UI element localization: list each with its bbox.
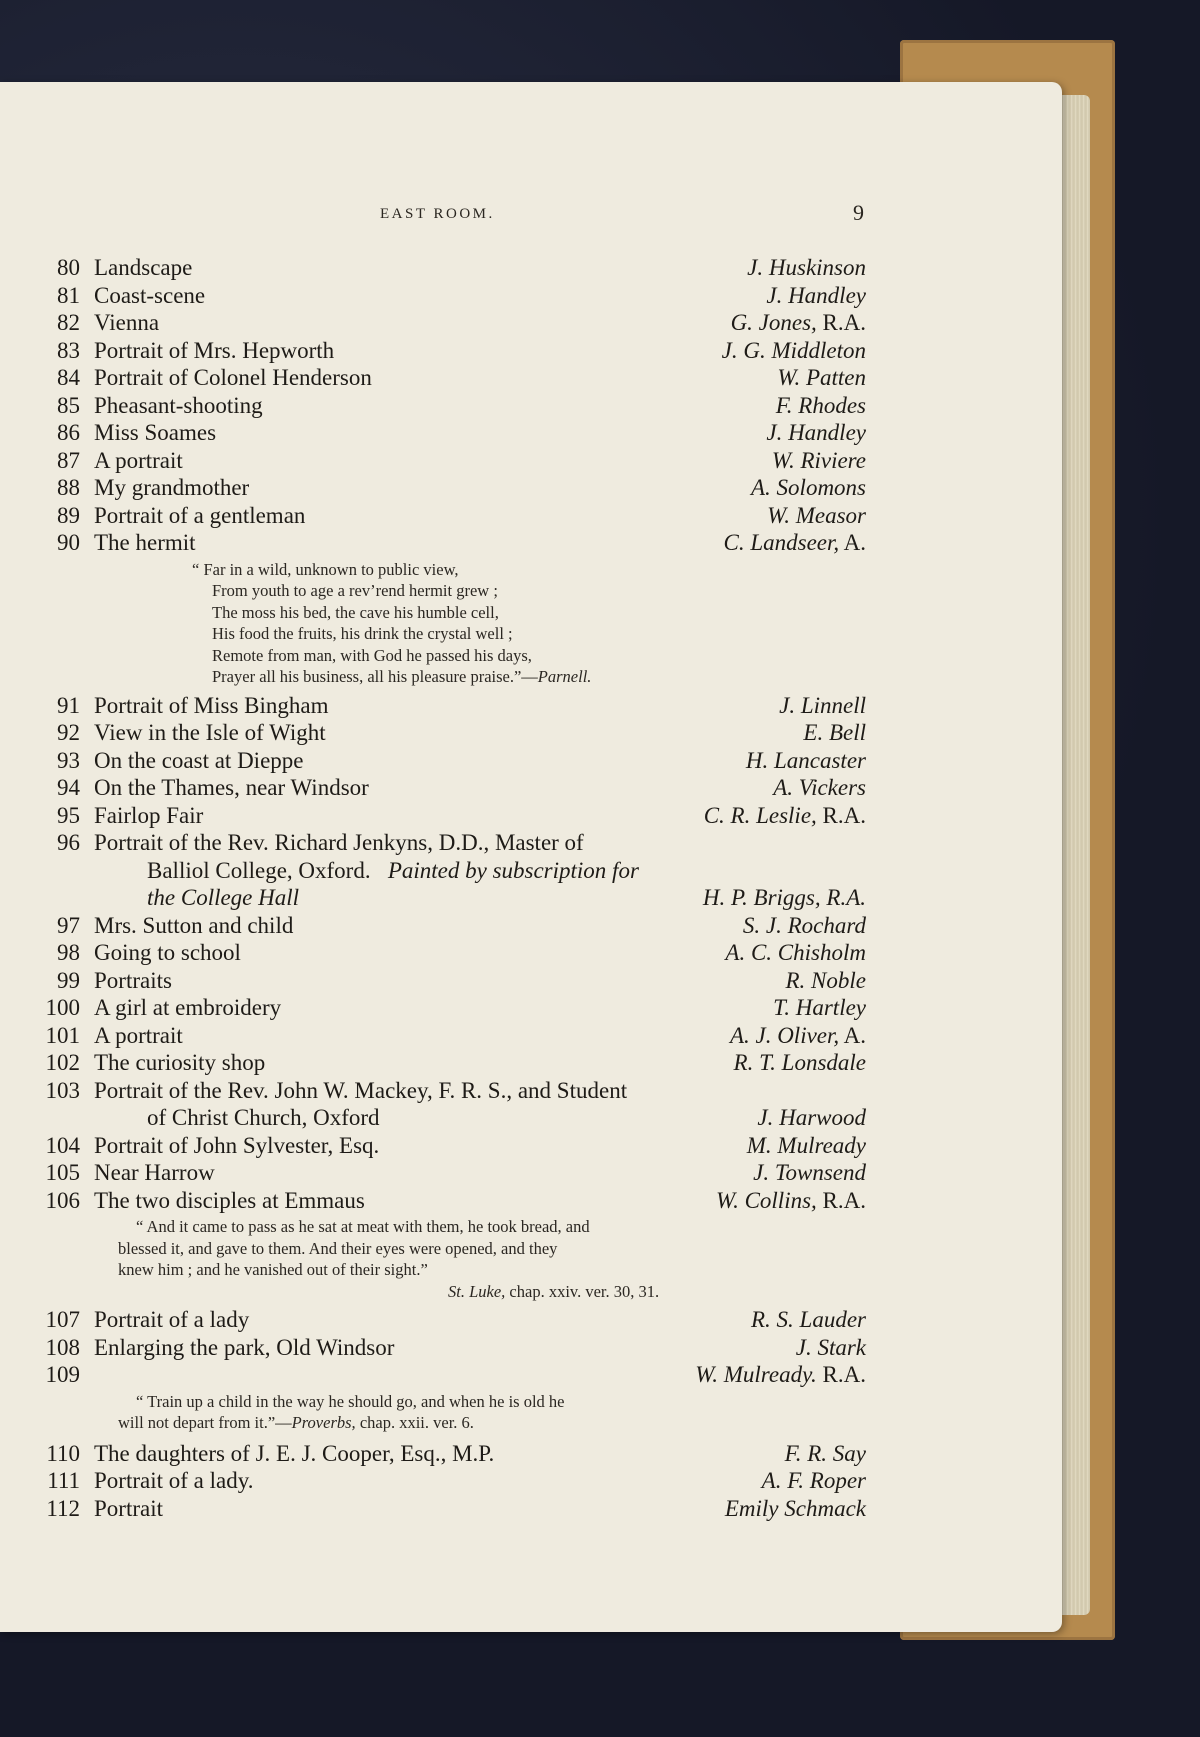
artist-suffix: R.A. [816, 1362, 866, 1387]
entry-title: A portrait [94, 1022, 183, 1048]
catalogue-entry [40, 1159, 870, 1187]
entry-number: 96 [57, 830, 80, 855]
entry-artist [767, 502, 866, 530]
catalogue-entry [40, 364, 870, 392]
artist-name: W. Collins, [716, 1187, 817, 1213]
artist-name: J. Townsend [753, 1160, 866, 1185]
entry-title: The daughters of J. E. J. Cooper, Esq., M.P. [94, 1440, 495, 1466]
entry-artist [762, 1467, 866, 1495]
catalogue-entry [40, 719, 870, 747]
quote-citation-rest: chap. xxii. ver. 6. [355, 1413, 474, 1432]
entry-number: 94 [57, 775, 80, 800]
entry-artist [803, 719, 866, 747]
entry-text-italic: Painted by subscription for [387, 857, 639, 883]
entry-artist [743, 912, 866, 940]
quote-line: Remote from man, with God he passed his days, [212, 645, 532, 665]
quote-line: “ And it came to pass as he sat at meat with them, he took bread, and [136, 1217, 590, 1236]
entry-title: Portrait of Mrs. Hepworth [94, 337, 335, 363]
entry-artist [773, 994, 866, 1022]
quote-line: The moss his bed, the cave his humble cell, [212, 602, 499, 622]
entry-number: 89 [57, 502, 80, 528]
entry-title: Portrait of a gentleman [94, 502, 306, 528]
artist-name: T. Hartley [773, 995, 866, 1020]
artist-suffix: R.A. [816, 310, 866, 335]
entry-number: 90 [57, 530, 80, 555]
entry-group [40, 912, 870, 1077]
entry-title: Pheasant-shooting [94, 392, 263, 418]
entry-artist [785, 1440, 866, 1468]
artist-name: G. Jones, [730, 310, 817, 335]
artist-name: J. Handley [766, 282, 866, 308]
entry-number: 93 [57, 747, 80, 773]
entry-artist [772, 447, 866, 475]
entry-number: 107 [45, 1307, 80, 1332]
entry-artist [703, 884, 866, 912]
catalogue-entry [40, 282, 870, 310]
entry-number: 86 [57, 420, 80, 445]
entry-artist [753, 1159, 866, 1187]
entry-title: Portrait [94, 1495, 163, 1521]
artist-name: A. F. Roper [761, 1468, 866, 1493]
entry-title: Portraits [94, 967, 172, 993]
catalogue-entry [40, 1467, 870, 1495]
artist-name: W. Riviere [771, 447, 866, 473]
artist-name: H. P. Briggs, [702, 885, 821, 910]
catalogue-entry [40, 774, 870, 802]
entry-number: 81 [57, 282, 80, 308]
artist-name: E. Bell [803, 720, 866, 745]
entry-number: 83 [57, 337, 80, 363]
entry-title: The curiosity shop [94, 1050, 266, 1075]
artist-suffix: A. [839, 1022, 866, 1048]
catalogue-entry [40, 392, 870, 420]
entry-artist [766, 419, 866, 447]
entry-artist [725, 939, 866, 967]
entry-title: Vienna [94, 310, 160, 335]
entry-title: View in the Isle of Wight [94, 720, 326, 745]
artist-name: J. Linnell [779, 692, 866, 718]
entry-number: 106 [45, 1187, 80, 1213]
artist-name: C. Landseer, [723, 530, 840, 555]
entry-number: 82 [57, 310, 80, 335]
entry-number: 111 [47, 1468, 80, 1493]
entry-number: 108 [45, 1334, 80, 1360]
entry-text [147, 857, 639, 885]
entry-title: A girl at embroidery [94, 995, 282, 1020]
entry-title: On the Thames, near Windsor [94, 775, 369, 800]
entry-number: 99 [57, 967, 80, 993]
entry-title: Miss Soames [94, 420, 217, 445]
entry-title: Portrait of John Sylvester, Esq. [94, 1132, 380, 1158]
catalogue-entry [40, 802, 870, 830]
catalogue-entry [40, 529, 870, 557]
entry-number: 101 [45, 1022, 80, 1048]
entry-artist [731, 309, 866, 337]
entry-title: A portrait [94, 447, 183, 473]
entry-title: Going to school [94, 940, 241, 965]
artist-name: R. S. Lauder [751, 1307, 866, 1332]
entry-number: 112 [46, 1495, 80, 1521]
entry-artist [766, 282, 866, 310]
entry-number: 100 [45, 995, 80, 1020]
artist-name: A. Solomons [751, 475, 866, 500]
quote-text: will not depart from it.”— [118, 1413, 292, 1432]
catalogue-entry [40, 474, 870, 502]
entry-number: 102 [45, 1050, 80, 1075]
quote-line: “ Train up a child in the way he should go, and when he is old he [136, 1391, 565, 1411]
catalogue-entry [40, 254, 870, 282]
entry-artist [776, 392, 866, 420]
entry-artist [751, 1306, 866, 1334]
entry-group [40, 254, 870, 557]
quote-citation: St. Luke, [448, 1281, 506, 1301]
entry-artist [746, 747, 866, 775]
quote-parnell [40, 559, 870, 688]
entry-continuation [40, 1104, 870, 1132]
artist-name: S. J. Rochard [742, 912, 866, 938]
catalogue-list [40, 254, 870, 1522]
entry-artist [786, 967, 867, 995]
entry-number: 105 [45, 1160, 80, 1185]
catalogue-entry [40, 912, 870, 940]
page-number: 9 [853, 200, 864, 225]
artist-name: J. Handley [766, 420, 866, 445]
entry-text: of Christ Church, Oxford [147, 1105, 380, 1130]
entry-title: My grandmother [94, 475, 250, 500]
entry-group [40, 1132, 870, 1215]
entry-number: 91 [57, 692, 80, 718]
entry-artist [734, 1049, 866, 1077]
entry-artist [747, 1132, 866, 1160]
catalogue-entry-96 [40, 829, 870, 857]
entry-artist [724, 529, 867, 557]
artist-name: W. Mulready. [695, 1362, 817, 1387]
catalogue-entry [40, 1022, 870, 1050]
quote-text: Prayer all his business, all his pleasure praise.”— [212, 667, 538, 686]
entry-artist [722, 337, 866, 365]
entry-number: 109 [45, 1362, 80, 1387]
artist-name: J. Huskinson [747, 255, 866, 280]
entry-number: 88 [57, 475, 80, 500]
quote-citation-rest: chap. xxiv. ver. 30, 31. [505, 1281, 660, 1301]
catalogue-entry [40, 419, 870, 447]
entry-title: Portrait of the Rev. Richard Jenkyns, D.D., Master of [94, 830, 584, 855]
quote-line: “ Far in a wild, unknown to public view, [192, 559, 459, 579]
catalogue-entry [40, 1049, 870, 1077]
entry-number: 98 [57, 940, 80, 965]
entry-artist [773, 774, 866, 802]
entry-number: 103 [45, 1077, 80, 1103]
artist-name: J. G. Middleton [721, 337, 866, 363]
entry-title: Near Harrow [94, 1160, 215, 1185]
entry-artist [725, 1495, 866, 1523]
artist-name: J. Stark [795, 1334, 866, 1360]
entry-title: The two disciples at Emmaus [94, 1187, 365, 1213]
quote-citation: Proverbs, [291, 1413, 356, 1432]
entry-title: Fairlop Fair [94, 802, 204, 828]
artist-name: R. Noble [785, 967, 866, 993]
entry-title: Portrait of Colonel Henderson [94, 365, 372, 390]
entry-text-italic [147, 884, 299, 912]
entry-title: Portrait of a lady. [94, 1468, 254, 1493]
quote-line-last [212, 666, 890, 688]
quote-line: knew him ; and he vanished out of their sight.” [118, 1260, 428, 1279]
catalogue-entry [40, 1306, 870, 1334]
catalogue-entry [40, 309, 870, 337]
quote-line: blessed it, and gave to them. And their eyes were opened, and they [118, 1238, 558, 1258]
catalogue-entry-103 [40, 1077, 870, 1105]
artist-name: A. C. Chisholm [725, 940, 866, 965]
entry-title: Enlarging the park, Old Windsor [94, 1334, 395, 1360]
entry-artist [777, 364, 866, 392]
artist-name: R. T. Lonsdale [733, 1050, 866, 1075]
quote-citation-line [448, 1281, 1200, 1303]
entry-number: 104 [45, 1132, 80, 1158]
entry-title: Landscape [94, 255, 193, 280]
entry-group [40, 1306, 870, 1389]
entry-number: 97 [57, 912, 80, 938]
catalogue-entry [40, 994, 870, 1022]
entry-group [40, 1440, 870, 1523]
entry-artist [796, 1334, 866, 1362]
artist-name: C. R. Leslie, [703, 802, 817, 828]
artist-name: W. Patten [777, 365, 866, 390]
quote-citation: Parnell. [537, 667, 592, 686]
entry-title: Portrait of a lady [94, 1307, 250, 1332]
entry-number: 95 [57, 802, 80, 828]
quote-luke [40, 1216, 870, 1302]
entry-title: Portrait of Miss Bingham [94, 692, 329, 718]
catalogue-entry [40, 1334, 870, 1362]
entry-continuation [40, 884, 870, 912]
artist-name: A. Vickers [773, 775, 866, 800]
catalogue-entry [40, 337, 870, 365]
artist-name: A. J. Oliver, [729, 1022, 840, 1048]
entry-artist: J. Harwood [757, 1105, 866, 1130]
entry-artist [704, 802, 866, 830]
quote-line: From youth to age a rev’rend hermit grew ; [212, 581, 498, 600]
entry-number: 110 [46, 1440, 80, 1466]
entry-artist [779, 692, 866, 720]
entry-title: The hermit [94, 530, 196, 555]
catalogue-entry [40, 692, 870, 720]
entry-title: Mrs. Sutton and child [94, 912, 294, 938]
catalogue-entry [40, 1495, 870, 1523]
entry-text-plain: Balliol College, Oxford. [147, 857, 371, 883]
artist-suffix: R.A. [816, 1187, 866, 1213]
catalogue-entry [40, 747, 870, 775]
entry-continuation [40, 857, 870, 885]
entry-title: Portrait of the Rev. John W. Mackey, F. R. S., and Student [94, 1077, 628, 1103]
artist-name: M. Mulready [746, 1132, 866, 1158]
catalogue-entry [40, 1440, 870, 1468]
catalogue-entry [40, 502, 870, 530]
running-title: EAST ROOM. [380, 206, 495, 222]
entry-number: 80 [57, 255, 80, 280]
entry-title: Coast-scene [94, 282, 206, 308]
artist-name: F. Rhodes [775, 392, 866, 418]
artist-name: H. Lancaster [745, 747, 866, 773]
quote-line-last [118, 1412, 870, 1434]
catalogue-entry [40, 967, 870, 995]
catalogue-entry [40, 1187, 870, 1215]
entry-artist [730, 1022, 866, 1050]
entry-number: 92 [57, 720, 80, 745]
entry-title: On the coast at Dieppe [94, 747, 304, 773]
entry-number: 85 [57, 392, 80, 418]
artist-name: W. Measor [767, 502, 866, 528]
catalogue-entry [40, 447, 870, 475]
quote-line: His food the fruits, his drink the crystal well ; [212, 624, 513, 643]
entry-artist [695, 1361, 866, 1389]
entry-number: 84 [57, 365, 80, 390]
catalogue-entry [40, 939, 870, 967]
entry-number: 87 [57, 447, 80, 473]
entry-artist [751, 474, 866, 502]
entry-text-italic: the College Hall [147, 885, 300, 910]
entry-artist [747, 254, 866, 282]
catalogue-entry [40, 1361, 870, 1389]
artist-suffix: A. [839, 530, 866, 555]
catalogue-entry [40, 1132, 870, 1160]
artist-name: F. R. Say [784, 1440, 866, 1466]
artist-name: Emily Schmack [724, 1495, 866, 1521]
entry-artist [716, 1187, 866, 1215]
artist-suffix: R.A. [816, 802, 866, 828]
artist-suffix: R.A. [820, 885, 866, 910]
quote-proverbs [40, 1391, 870, 1434]
entry-group [40, 692, 870, 830]
